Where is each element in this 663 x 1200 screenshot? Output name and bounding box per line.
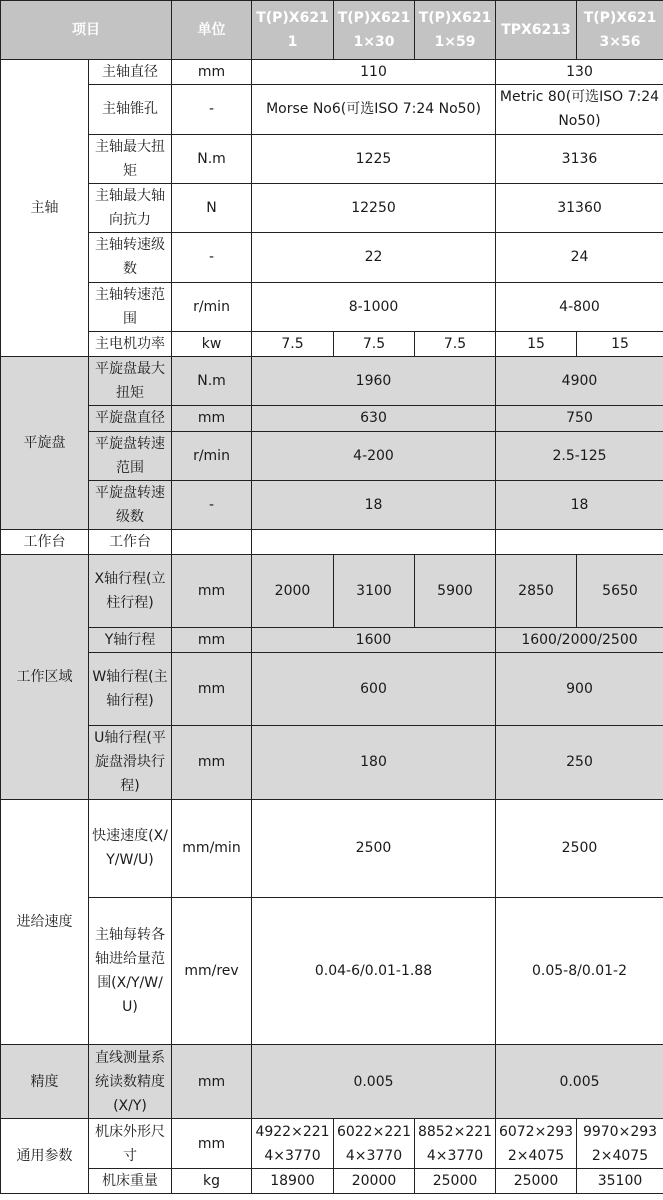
- param-label: 主轴每转各轴进给量范围(X/Y/W/U): [89, 897, 172, 1044]
- value-cell: 4900: [496, 357, 663, 406]
- value-cell: 31360: [496, 183, 663, 232]
- table-row: [1, 183, 663, 232]
- param-label: 平旋盘直径: [89, 406, 172, 431]
- value-cell: 18900: [252, 1168, 334, 1193]
- unit-cell: mm: [172, 653, 252, 726]
- table-row: [1, 331, 663, 356]
- unit-cell: r/min: [172, 282, 252, 331]
- group-label: 工作区域: [1, 555, 89, 800]
- value-cell: 2000: [252, 555, 334, 628]
- param-label: 平旋盘最大扭矩: [89, 357, 172, 406]
- unit-cell: mm: [172, 1044, 252, 1119]
- unit-cell: r/min: [172, 431, 252, 480]
- value-cell: 8-1000: [252, 282, 496, 331]
- value-cell: 20000: [334, 1168, 415, 1193]
- value-cell: 1960: [252, 357, 496, 406]
- value-cell: 9970×2932×4075: [577, 1119, 663, 1168]
- value-cell: [252, 530, 496, 555]
- table-row: [1, 897, 663, 1044]
- table-row: [1, 555, 663, 628]
- value-cell: 12250: [252, 183, 496, 232]
- param-label: 平旋盘转速级数: [89, 480, 172, 529]
- value-cell: 7.5: [252, 331, 334, 356]
- value-cell: 24: [496, 233, 663, 282]
- value-cell: 25000: [415, 1168, 496, 1193]
- param-label: 主轴最大扭矩: [89, 134, 172, 183]
- unit-cell: mm: [172, 60, 252, 85]
- value-cell: 35100: [577, 1168, 663, 1193]
- param-label: U轴行程(平旋盘滑块行程): [89, 725, 172, 800]
- unit-cell: -: [172, 480, 252, 529]
- table-row: [1, 406, 663, 431]
- param-label: 主轴锥孔: [89, 85, 172, 134]
- table-row: [1, 1044, 663, 1119]
- param-label: 快速速度(X/Y/W/U): [89, 800, 172, 898]
- value-cell: 4-800: [496, 282, 663, 331]
- header-model: T(P)X6211×30: [334, 1, 415, 60]
- value-cell: 0.005: [252, 1044, 496, 1119]
- value-cell: 900: [496, 653, 663, 726]
- table-row: [1, 480, 663, 529]
- value-cell: 130: [496, 60, 663, 85]
- value-cell: [496, 530, 663, 555]
- header-item: 项目: [1, 1, 172, 60]
- value-cell: 630: [252, 406, 496, 431]
- header-model: T(P)X6211: [252, 1, 334, 60]
- unit-cell: mm: [172, 627, 252, 652]
- unit-cell: N.m: [172, 134, 252, 183]
- value-cell: 180: [252, 725, 496, 800]
- value-cell: 25000: [496, 1168, 577, 1193]
- value-cell: 1225: [252, 134, 496, 183]
- param-label: 直线测量系统读数精度(X/Y): [89, 1044, 172, 1119]
- value-cell: 1600: [252, 627, 496, 652]
- value-cell: 3136: [496, 134, 663, 183]
- unit-cell: N.m: [172, 357, 252, 406]
- table-row: [1, 1168, 663, 1193]
- param-label: 主轴转速范围: [89, 282, 172, 331]
- param-label: 主轴直径: [89, 60, 172, 85]
- header-row: [1, 1, 663, 60]
- group-label: 平旋盘: [1, 357, 89, 530]
- param-label: Y轴行程: [89, 627, 172, 652]
- value-cell: 18: [252, 480, 496, 529]
- unit-cell: mm/min: [172, 800, 252, 898]
- header-model: TPX6213: [496, 1, 577, 60]
- table-row: [1, 357, 663, 406]
- table-row: [1, 431, 663, 480]
- param-label: 主电机功率: [89, 331, 172, 356]
- value-cell: 0.04-6/0.01-1.88: [252, 897, 496, 1044]
- header-model: T(P)X6211×59: [415, 1, 496, 60]
- table-row: [1, 800, 663, 898]
- value-cell: 4922×2214×3770: [252, 1119, 334, 1168]
- param-label: 主轴转速级数: [89, 233, 172, 282]
- value-cell: 0.005: [496, 1044, 663, 1119]
- value-cell: 3100: [334, 555, 415, 628]
- param-label: 主轴最大轴向抗力: [89, 183, 172, 232]
- unit-cell: kw: [172, 331, 252, 356]
- unit-cell: mm: [172, 725, 252, 800]
- unit-cell: [172, 530, 252, 555]
- param-label: 工作台: [89, 530, 172, 555]
- header-model: T(P)X6213×56: [577, 1, 663, 60]
- value-cell: Metric 80(可选ISO 7:24 No50): [496, 85, 663, 134]
- param-label: 平旋盘转速范围: [89, 431, 172, 480]
- table-row: [1, 282, 663, 331]
- value-cell: 2500: [496, 800, 663, 898]
- value-cell: 8852×2214×3770: [415, 1119, 496, 1168]
- table-row: [1, 134, 663, 183]
- value-cell: 600: [252, 653, 496, 726]
- value-cell: 2500: [252, 800, 496, 898]
- table-row: [1, 653, 663, 726]
- value-cell: 18: [496, 480, 663, 529]
- group-label: 工作台: [1, 530, 89, 555]
- group-label: 通用参数: [1, 1119, 89, 1194]
- value-cell: 750: [496, 406, 663, 431]
- unit-cell: mm/rev: [172, 897, 252, 1044]
- value-cell: 6022×2214×3770: [334, 1119, 415, 1168]
- param-label: X轴行程(立柱行程): [89, 555, 172, 628]
- header-unit: 单位: [172, 1, 252, 60]
- value-cell: 2850: [496, 555, 577, 628]
- value-cell: 22: [252, 233, 496, 282]
- table-row: [1, 1119, 663, 1168]
- unit-cell: mm: [172, 555, 252, 628]
- group-label: 进给速度: [1, 800, 89, 1045]
- unit-cell: mm: [172, 406, 252, 431]
- value-cell: 2.5-125: [496, 431, 663, 480]
- table-row: [1, 233, 663, 282]
- unit-cell: kg: [172, 1168, 252, 1193]
- value-cell: 5650: [577, 555, 663, 628]
- value-cell: 250: [496, 725, 663, 800]
- value-cell: 0.05-8/0.01-2: [496, 897, 663, 1044]
- table-row: [1, 627, 663, 652]
- unit-cell: -: [172, 233, 252, 282]
- param-label: 机床重量: [89, 1168, 172, 1193]
- group-label: 主轴: [1, 60, 89, 357]
- value-cell: 1600/2000/2500: [496, 627, 663, 652]
- value-cell: 15: [496, 331, 577, 356]
- value-cell: 7.5: [334, 331, 415, 356]
- value-cell: 6072×2932×4075: [496, 1119, 577, 1168]
- value-cell: Morse No6(可选ISO 7:24 No50): [252, 85, 496, 134]
- param-label: 机床外形尺寸: [89, 1119, 172, 1168]
- value-cell: 4-200: [252, 431, 496, 480]
- value-cell: 15: [577, 331, 663, 356]
- table-row: [1, 85, 663, 134]
- table-row: [1, 60, 663, 85]
- value-cell: 110: [252, 60, 496, 85]
- unit-cell: N: [172, 183, 252, 232]
- value-cell: 7.5: [415, 331, 496, 356]
- param-label: W轴行程(主轴行程): [89, 653, 172, 726]
- unit-cell: mm: [172, 1119, 252, 1168]
- unit-cell: -: [172, 85, 252, 134]
- table-row: [1, 530, 663, 555]
- value-cell: 5900: [415, 555, 496, 628]
- group-label: 精度: [1, 1044, 89, 1119]
- table-row: [1, 725, 663, 800]
